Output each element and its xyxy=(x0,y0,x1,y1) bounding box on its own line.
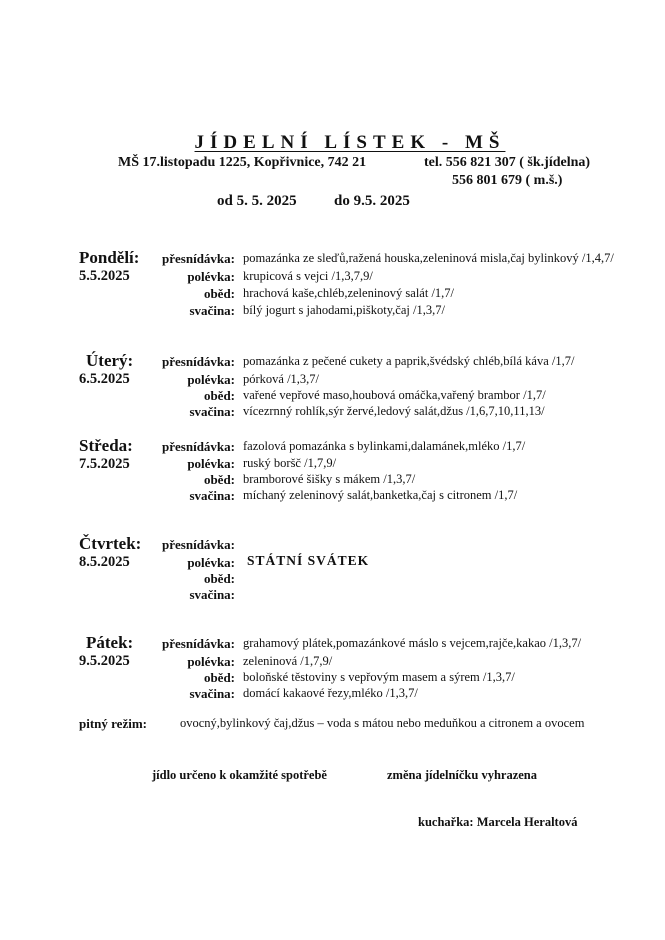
meal-label: přesnídávka: xyxy=(162,439,235,454)
day-name: Středa: xyxy=(79,436,133,455)
meal-label: polévka: xyxy=(187,372,235,387)
meal-label: polévka: xyxy=(187,269,235,284)
meal-value: fazolová pomazánka s bylinkami,dalamánek,mléko /1,7/ xyxy=(243,439,526,453)
menu-change-note: změna jídelníčku vyhrazena xyxy=(387,768,537,782)
school-address: MŠ 17.listopadu 1225, Kopřivnice, 742 21 xyxy=(118,155,367,170)
holiday-note: STÁTNÍ SVÁTEK xyxy=(247,553,370,568)
meal-label: oběd: xyxy=(203,286,235,301)
meal-value: vícezrnný rohlík,sýr žervé,ledový salát,džus /1,6,7,10,11,13/ xyxy=(243,404,545,418)
meal-label: oběd: xyxy=(203,571,235,586)
day-date: 5.5.2025 xyxy=(79,268,130,284)
phone-kindergarten: 556 801 679 ( m.š.) xyxy=(452,173,563,188)
meal-label: svačina: xyxy=(189,404,235,419)
drinks-value: ovocný,bylinkový čaj,džus – voda s mátou nebo meduňkou a citronem a ovocem xyxy=(180,716,585,730)
day-date: 7.5.2025 xyxy=(79,456,130,472)
drinks-label: pitný režim: xyxy=(79,716,147,731)
meal-value: krupicová s vejci /1,3,7,9/ xyxy=(243,269,373,283)
meal-value: domácí kakaové řezy,mléko /1,3,7/ xyxy=(243,686,418,700)
meal-value: grahamový plátek,pomazánkové máslo s vejcem,rajče,kakao /1,3,7/ xyxy=(243,636,582,650)
cook-signature: kuchařka: Marcela Heraltová xyxy=(418,815,578,829)
meal-label: přesnídávka: xyxy=(162,251,235,266)
phone-canteen: tel. 556 821 307 ( šk.jídelna) xyxy=(424,155,591,170)
meal-value: boloňské těstoviny s vepřovým masem a sýrem /1,3,7/ xyxy=(243,670,515,684)
meal-value: bílý jogurt s jahodami,piškoty,čaj /1,3,7/ xyxy=(243,303,445,317)
consumption-note: jídlo určeno k okamžité spotřebě xyxy=(152,768,327,782)
meal-value: vařené vepřové maso,houbová omáčka,vařený brambor /1,7/ xyxy=(243,388,546,402)
day-name: Pátek: xyxy=(86,633,134,652)
meal-label: přesnídávka: xyxy=(162,354,235,369)
meal-value: pórková /1,3,7/ xyxy=(243,372,320,386)
meal-label: svačina: xyxy=(189,303,235,318)
meal-value: zeleninová /1,7,9/ xyxy=(243,654,333,668)
day-name: Čtvrtek: xyxy=(79,534,142,553)
meal-label: svačina: xyxy=(189,686,235,701)
meal-value: míchaný zeleninový salát,banketka,čaj s citronem /1,7/ xyxy=(243,488,518,502)
day-name: Úterý: xyxy=(86,351,134,370)
meal-label: přesnídávka: xyxy=(162,636,235,651)
day-name: Pondělí: xyxy=(79,248,140,267)
meal-label: polévka: xyxy=(187,555,235,570)
day-date: 9.5.2025 xyxy=(79,653,130,669)
meal-label: svačina: xyxy=(189,488,235,503)
meal-label: přesnídávka: xyxy=(162,537,235,552)
meal-value: hrachová kaše,chléb,zeleninový salát /1,7/ xyxy=(243,286,455,300)
meal-label: oběd: xyxy=(203,388,235,403)
meal-label: svačina: xyxy=(189,587,235,602)
meal-label: oběd: xyxy=(203,472,235,487)
date-to: do 9.5. 2025 xyxy=(334,193,410,209)
menu-title: JÍDELNÍ LÍSTEK - MŠ xyxy=(194,132,506,153)
meal-value: pomazánka ze sleďů,ražená houska,zeleninová misla,čaj bylinkový /1,4,7/ xyxy=(243,251,614,265)
day-date: 8.5.2025 xyxy=(79,554,130,570)
meal-value: ruský boršč /1,7,9/ xyxy=(243,456,337,470)
meal-value: bramborové šišky s mákem /1,3,7/ xyxy=(243,472,416,486)
date-from: od 5. 5. 2025 xyxy=(217,193,297,209)
meal-label: polévka: xyxy=(187,456,235,471)
day-date: 6.5.2025 xyxy=(79,371,130,387)
meal-value: pomazánka z pečené cukety a paprik,švédský chléb,bílá káva /1,7/ xyxy=(243,354,575,368)
meal-label: polévka: xyxy=(187,654,235,669)
meal-label: oběd: xyxy=(203,670,235,685)
